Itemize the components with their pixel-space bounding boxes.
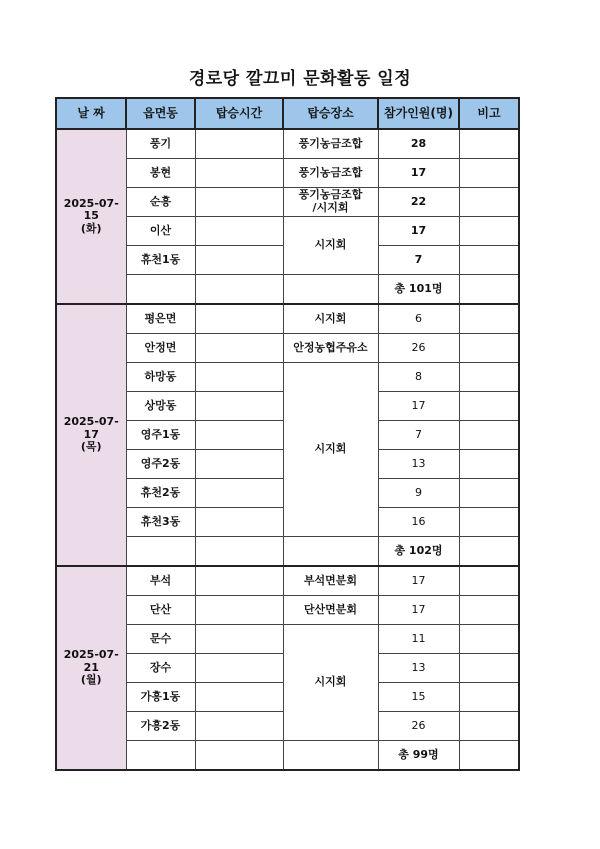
remarks-cell bbox=[459, 450, 519, 479]
area-cell: 봉현 bbox=[126, 159, 195, 188]
date-value: 2025-07-17 bbox=[63, 415, 119, 441]
area-cell: 영주1동 bbox=[126, 421, 195, 450]
area-cell: 평은면 bbox=[126, 304, 195, 334]
participants-cell: 7 bbox=[378, 421, 459, 450]
participants-cell: 6 bbox=[378, 304, 459, 334]
participants-cell: 13 bbox=[378, 654, 459, 683]
remarks-cell bbox=[459, 246, 519, 275]
boarding-time-cell bbox=[195, 363, 283, 392]
boarding-place-cell: 풍기농금조합 bbox=[283, 159, 378, 188]
weekday-value: (화) bbox=[80, 221, 102, 235]
remarks-cell bbox=[459, 275, 519, 305]
area-cell: 상망동 bbox=[126, 392, 195, 421]
area-cell: 순흥 bbox=[126, 188, 195, 217]
boarding-place-cell: 풍기농금조합 /시지회 bbox=[283, 188, 378, 217]
area-cell: 안정면 bbox=[126, 334, 195, 363]
boarding-time-cell bbox=[195, 537, 283, 567]
participants-cell: 16 bbox=[378, 508, 459, 537]
area-cell: 단산 bbox=[126, 596, 195, 625]
total-row bbox=[56, 537, 519, 567]
remarks-cell bbox=[459, 741, 519, 771]
remarks-cell bbox=[459, 421, 519, 450]
header-participants: 참가인원(명) bbox=[378, 98, 459, 129]
area-cell: 영주2동 bbox=[126, 450, 195, 479]
boarding-time-cell bbox=[195, 683, 283, 712]
area-cell bbox=[126, 741, 195, 771]
date-cell bbox=[56, 566, 126, 770]
area-cell: 하망동 bbox=[126, 363, 195, 392]
participants-cell: 11 bbox=[378, 625, 459, 654]
remarks-cell bbox=[459, 596, 519, 625]
boarding-time-cell bbox=[195, 334, 283, 363]
table-row bbox=[56, 304, 519, 334]
total-participants: 총 102명 bbox=[378, 537, 459, 567]
participants-cell: 9 bbox=[378, 479, 459, 508]
document-title: 경로당 깔끄미 문화활동 일정 bbox=[188, 69, 412, 89]
remarks-cell bbox=[459, 129, 519, 159]
boarding-place-cell: 시지회 bbox=[283, 625, 378, 741]
header-row bbox=[56, 98, 519, 129]
participants-cell: 8 bbox=[378, 363, 459, 392]
remarks-cell bbox=[459, 479, 519, 508]
table-row bbox=[56, 363, 519, 392]
boarding-time-cell bbox=[195, 246, 283, 275]
boarding-time-cell bbox=[195, 275, 283, 305]
table-row bbox=[56, 129, 519, 159]
remarks-cell bbox=[459, 159, 519, 188]
area-cell: 풍기 bbox=[126, 129, 195, 159]
remarks-cell bbox=[459, 683, 519, 712]
boarding-time-cell bbox=[195, 450, 283, 479]
header-date: 날 짜 bbox=[56, 98, 126, 129]
participants-cell: 13 bbox=[378, 450, 459, 479]
remarks-cell bbox=[459, 508, 519, 537]
header-remarks: 비고 bbox=[459, 98, 519, 129]
boarding-time-cell bbox=[195, 421, 283, 450]
boarding-time-cell bbox=[195, 741, 283, 771]
remarks-cell bbox=[459, 188, 519, 217]
area-cell: 문수 bbox=[126, 625, 195, 654]
remarks-cell bbox=[459, 217, 519, 246]
remarks-cell bbox=[459, 537, 519, 567]
participants-cell: 26 bbox=[378, 334, 459, 363]
date-cell bbox=[56, 129, 126, 304]
remarks-cell bbox=[459, 304, 519, 334]
boarding-time-cell bbox=[195, 304, 283, 334]
total-row bbox=[56, 275, 519, 305]
area-cell: 휴천3동 bbox=[126, 508, 195, 537]
date-value: 2025-07-21 bbox=[63, 648, 119, 674]
header-area: 읍면동 bbox=[126, 98, 195, 129]
boarding-time-cell bbox=[195, 392, 283, 421]
participants-cell: 7 bbox=[378, 246, 459, 275]
remarks-cell bbox=[459, 654, 519, 683]
boarding-place-cell: 시지회 bbox=[283, 304, 378, 334]
area-cell bbox=[126, 537, 195, 567]
area-cell: 휴천2동 bbox=[126, 479, 195, 508]
total-participants: 총 101명 bbox=[378, 275, 459, 305]
table-row bbox=[56, 566, 519, 596]
table-row bbox=[56, 159, 519, 188]
boarding-time-cell bbox=[195, 712, 283, 741]
header-boarding-time: 탑승시간 bbox=[195, 98, 283, 129]
boarding-time-cell bbox=[195, 129, 283, 159]
boarding-place-cell bbox=[283, 275, 378, 305]
area-cell: 부석 bbox=[126, 566, 195, 596]
participants-cell: 15 bbox=[378, 683, 459, 712]
boarding-place-cell: 시지회 bbox=[283, 217, 378, 275]
remarks-cell bbox=[459, 363, 519, 392]
participants-cell: 17 bbox=[378, 596, 459, 625]
area-cell: 장수 bbox=[126, 654, 195, 683]
boarding-time-cell bbox=[195, 508, 283, 537]
participants-cell: 17 bbox=[378, 159, 459, 188]
total-row bbox=[56, 741, 519, 771]
header-boarding-place: 탑승장소 bbox=[283, 98, 378, 129]
table-row bbox=[56, 625, 519, 654]
remarks-cell bbox=[459, 712, 519, 741]
weekday-value: (월) bbox=[80, 673, 102, 687]
area-cell: 가흥1동 bbox=[126, 683, 195, 712]
boarding-place-cell: 안정농협주유소 bbox=[283, 334, 378, 363]
boarding-time-cell bbox=[195, 566, 283, 596]
boarding-time-cell bbox=[195, 159, 283, 188]
table-row bbox=[56, 596, 519, 625]
boarding-place-cell: 풍기농금조합 bbox=[283, 129, 378, 159]
table-row bbox=[56, 217, 519, 246]
date-cell bbox=[56, 304, 126, 566]
table-row bbox=[56, 188, 519, 217]
boarding-time-cell bbox=[195, 479, 283, 508]
boarding-place-cell: 부석면분회 bbox=[283, 566, 378, 596]
boarding-time-cell bbox=[195, 625, 283, 654]
remarks-cell bbox=[459, 625, 519, 654]
boarding-time-cell bbox=[195, 596, 283, 625]
participants-cell: 17 bbox=[378, 566, 459, 596]
boarding-time-cell bbox=[195, 188, 283, 217]
boarding-time-cell bbox=[195, 217, 283, 246]
participants-cell: 17 bbox=[378, 392, 459, 421]
total-participants: 총 99명 bbox=[378, 741, 459, 771]
area-cell: 이산 bbox=[126, 217, 195, 246]
boarding-time-cell bbox=[195, 654, 283, 683]
boarding-place-cell: 시지회 bbox=[283, 363, 378, 537]
participants-cell: 28 bbox=[378, 129, 459, 159]
area-cell: 가흥2동 bbox=[126, 712, 195, 741]
boarding-place-cell bbox=[283, 537, 378, 567]
table-row bbox=[56, 334, 519, 363]
participants-cell: 17 bbox=[378, 217, 459, 246]
participants-cell: 26 bbox=[378, 712, 459, 741]
remarks-cell bbox=[459, 566, 519, 596]
boarding-place-cell bbox=[283, 741, 378, 771]
remarks-cell bbox=[459, 334, 519, 363]
area-cell: 휴천1동 bbox=[126, 246, 195, 275]
participants-cell: 22 bbox=[378, 188, 459, 217]
date-value: 2025-07-15 bbox=[63, 196, 119, 223]
weekday-value: (목) bbox=[80, 440, 102, 454]
schedule-table bbox=[55, 97, 520, 771]
boarding-place-cell: 단산면분회 bbox=[283, 596, 378, 625]
remarks-cell bbox=[459, 392, 519, 421]
area-cell bbox=[126, 275, 195, 305]
